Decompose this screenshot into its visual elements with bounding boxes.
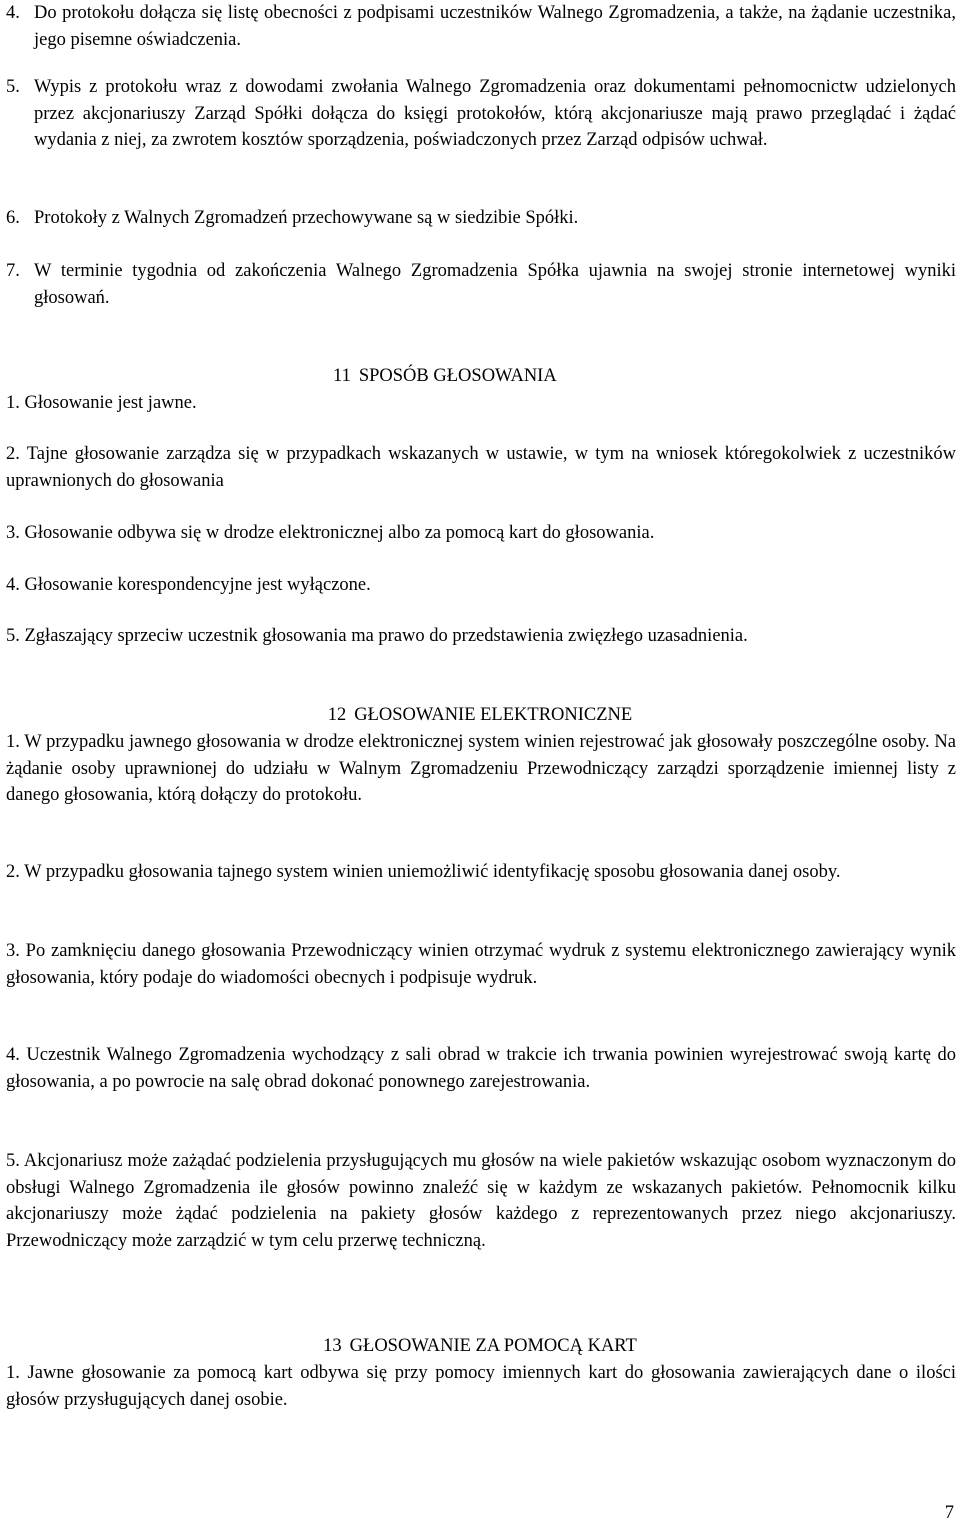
section-13-item-1: 1. Jawne głosowanie za pomocą kart odbywa się przy pomocy imiennych kart do głosowania zawierających dane o ilości głosów przysługujących danej osobie. xyxy=(6,1363,956,1410)
paragraph-5 xyxy=(6,74,956,154)
paragraph-number: 5. xyxy=(6,77,20,97)
paragraph-number: 7. xyxy=(6,261,20,281)
section-11-item-5: 5. Zgłaszający sprzeciw uczestnik głosowania ma prawo do przedstawienia zwięzłego uzasadnienia. xyxy=(6,626,748,646)
paragraph-6 xyxy=(6,205,956,232)
section-11-heading xyxy=(333,363,557,390)
paragraph-text: W terminie tygodnia od zakończenia Walnego Zgromadzenia Spółka ujawnia na swojej stronie internetowej wyniki głosowań. xyxy=(34,261,956,308)
section-12-item-4: 4. Uczestnik Walnego Zgromadzenia wychodzący z sali obrad w trakcie ich trwania powinien wyrejestrować swoją kartę do głosowania, a po powrocie na salę obrad dokonać ponownego zarejestrowania. xyxy=(6,1045,956,1092)
page-number: 7 xyxy=(944,1503,954,1523)
paragraph-text: Wypis z protokołu wraz z dowodami zwołania Walnego Zgromadzenia oraz dokumentami pełnomocnictw udzielonych przez akcjonariuszy Zarząd Spółki dołącza do księgi protokołów, którą akcjonariusze mają prawo przeglądać i żądać wydania z niej, za zwrotem kosztów sporządzenia, poświadczonych przez Zarząd odpisów uchwał. xyxy=(34,77,956,150)
paragraph-4 xyxy=(6,0,956,53)
paragraph-number: 4. xyxy=(6,3,20,23)
section-title: GŁOSOWANIE ELEKTRONICZNE xyxy=(354,705,633,725)
section-13-heading xyxy=(0,1333,960,1360)
paragraph-7 xyxy=(6,258,956,311)
section-12-item-1: 1. W przypadku jawnego głosowania w drodze elektronicznej system winien rejestrować jak głosowały poszczególne osoby. Na żądanie osoby uprawnionej do udziału w Walnym Zgromadzeniu Przewodniczący zarządzi sporządzenie imiennej listy z danego głosowania, którą dołączy do protokołu. xyxy=(6,732,956,805)
section-number: 13 xyxy=(323,1336,342,1356)
section-number: 11 xyxy=(333,366,351,386)
section-12-item-2: 2. W przypadku głosowania tajnego system winien uniemożliwić identyfikację sposobu głosowania danej osoby. xyxy=(6,862,841,882)
section-title: SPOSÓB GŁOSOWANIA xyxy=(358,366,557,386)
section-12-item-3: 3. Po zamknięciu danego głosowania Przewodniczący winien otrzymać wydruk z systemu elektronicznego zawierający wynik głosowania, który podaje do wiadomości obecnych i podpisuje wydruk. xyxy=(6,941,956,988)
section-11-item-2: 2. Tajne głosowanie zarządza się w przypadkach wskazanych w ustawie, w tym na wniosek któregokolwiek z uczestników uprawnionych do głosowania xyxy=(6,444,956,491)
section-12-heading xyxy=(0,702,960,729)
section-number: 12 xyxy=(327,705,347,725)
paragraph-text: Do protokołu dołącza się listę obecności z podpisami uczestników Walnego Zgromadzenia, a także, na żądanie uczestnika, jego pisemne oświadczenia. xyxy=(34,3,956,50)
section-title: GŁOSOWANIE ZA POMOCĄ KART xyxy=(349,1336,637,1356)
section-11-item-1: 1. Głosowanie jest jawne. xyxy=(6,393,197,413)
section-12-item-5: 5. Akcjonariusz może zażądać podzielenia przysługujących mu głosów na wiele pakietów wskazując osobom wyznaczonym do obsługi Walnego Zgromadzenia ile głosów powinno znaleźć się w każdym ze wskazanych pakietów. Pełnomocnik kilku akcjonariuszy może żądać podzielenia na pakiety głosów każdego z reprezentowanych przez niego akcjonariuszy. Przewodniczący może zarządzić w tym celu przerwę techniczną. xyxy=(6,1151,956,1251)
section-11-item-3: 3. Głosowanie odbywa się w drodze elektronicznej albo za pomocą kart do głosowania. xyxy=(6,523,655,543)
paragraph-text: Protokoły z Walnych Zgromadzeń przechowywane są w siedzibie Spółki. xyxy=(34,208,579,228)
section-11-item-4: 4. Głosowanie korespondencyjne jest wyłączone. xyxy=(6,575,371,595)
paragraph-number: 6. xyxy=(6,208,20,228)
